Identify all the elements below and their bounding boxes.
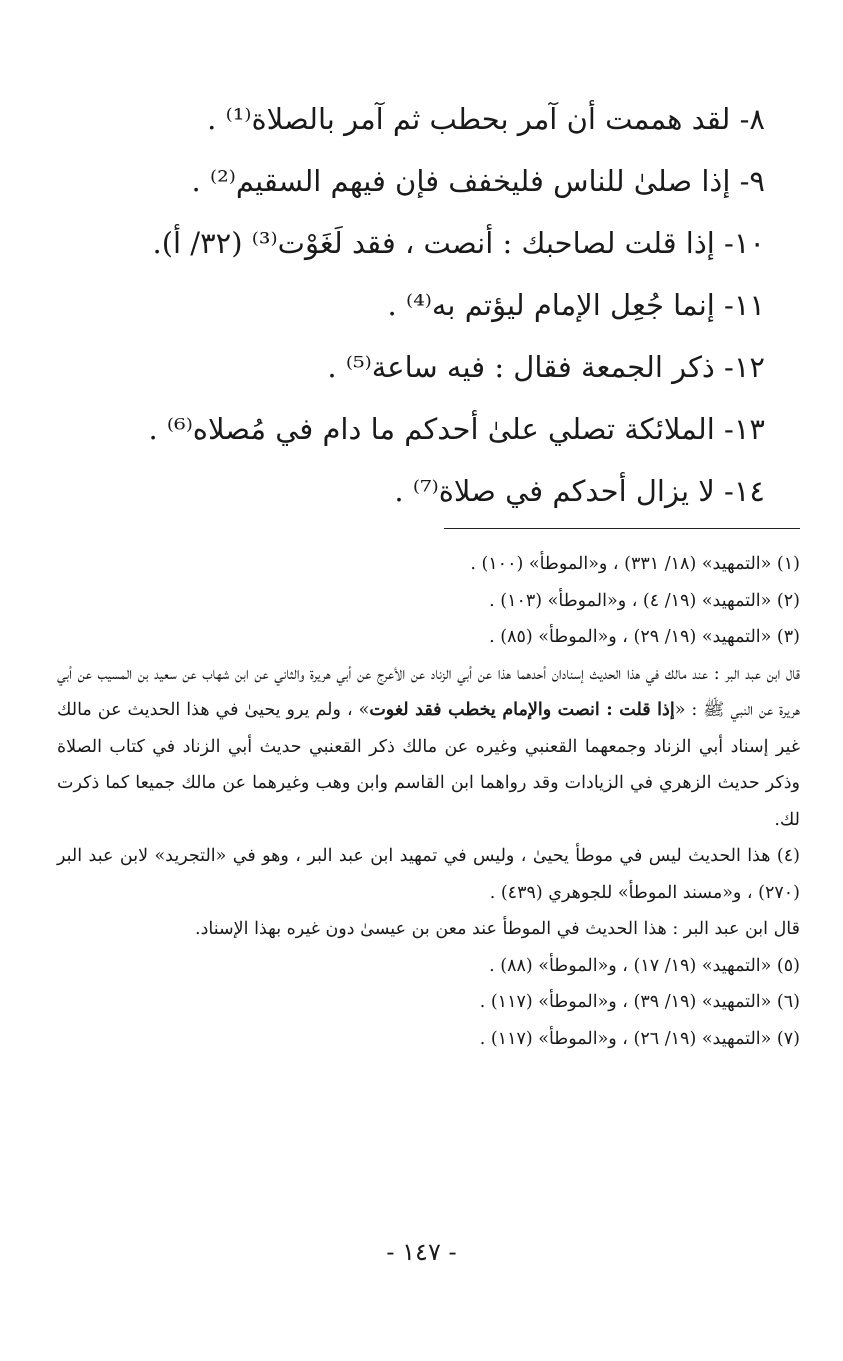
hadith-line-9: ٩- إذا صلىٰ للناس فليخفف فإن فيهم السقيم⁽²⁾ . — [191, 164, 765, 198]
footnote-4: (٤) هذا الحديث ليس في موطأ يحيىٰ ، وليس في تمهيد ابن عبد البر ، وهو في «التجريد» لابن عبد البر (٢٧٠) ، و«مسند الموطأ» للجوهري (٤٣٩) . — [57, 846, 800, 903]
footnote-6: (٦) «التمهيد» (١٩/ ٣٩) ، و«الموطأ» (١١٧) . — [479, 992, 800, 1012]
footnote-5: (٥) «التمهيد» (١٩/ ١٧) ، و«الموطأ» (٨٨) . — [489, 955, 800, 976]
footnote-divider — [444, 528, 800, 529]
footnote-1: (١) «التمهيد» (١٨/ ٣٣١) ، و«الموطأ» (١٠٠) . — [470, 554, 800, 574]
hadith-line-13: ١٣- الملائكة تصلي علىٰ أحدكم ما دام في مُصلاه⁽⁶⁾ . — [148, 412, 765, 446]
footnote-7: (٧) «التمهيد» (١٩/ ٢٦) ، و«الموطأ» (١١٧) . — [479, 1028, 800, 1049]
quoted-hadith: إذا قلت : انصت والإمام يخطب فقد لغوت — [369, 700, 675, 720]
page-number: - ١٤٧ - — [386, 1238, 457, 1266]
hadith-line-12: ١٢- ذكر الجمعة فقال : فيه ساعة⁽⁵⁾ . — [327, 350, 765, 384]
hadith-line-8: ٨- لقد هممت أن آمر بحطب ثم آمر بالصلاة⁽¹⁾ . — [207, 102, 765, 136]
hadith-list — [85, 88, 765, 522]
footnotes — [57, 546, 800, 1057]
footnote-4-commentary: قال ابن عبد البر : هذا الحديث في الموطأ عند معن بن عيسىٰ دون غيره بهذا الإسناد. — [195, 919, 800, 939]
hadith-line-10: ١٠- إذا قلت لصاحبك : أنصت ، فقد لَغَوْت⁽³⁾ (٣٢/ أ). — [152, 226, 765, 260]
hadith-line-14: ١٤- لا يزال أحدكم في صلاة⁽⁷⁾ . — [394, 474, 765, 508]
footnote-2: (٢) «التمهيد» (١٩/ ٤) ، و«الموطأ» (١٠٣) . — [489, 590, 800, 611]
hadith-line-11: ١١- إنما جُعِل الإمام ليؤتم به⁽⁴⁾ . — [387, 288, 765, 322]
footnote-3-commentary — [57, 656, 800, 839]
commentary-text-continued: » ، ولم يرو يحيىٰ في هذا الحديث عن مالك غير إسناد أبي الزناد وجمعهما القعنبي وغيره عن مالك ذكر القعنبي حديث أبي الزناد في كتاب الصلاة وذكر حديث الزهري في الزيادات وقد رواهما ابن القاسم وابن وهب وغيرهما عن مالك جميعا كما ذكرت لك. — [57, 700, 800, 830]
footnote-3: (٣) «التمهيد» (١٩/ ٢٩) ، و«الموطأ» (٨٥) . — [489, 627, 800, 647]
commentary-text: قال ابن عبد البر : عند مالك في هذا الحديث إسنادان أحدهما هذا عن أبي الزناد عن الأعرج عن أبي هريرة والثاني عن ابن شهاب عن سعيد بن المسيب عن أبي هريرة عن النبي ﷺ : « — [57, 663, 801, 720]
